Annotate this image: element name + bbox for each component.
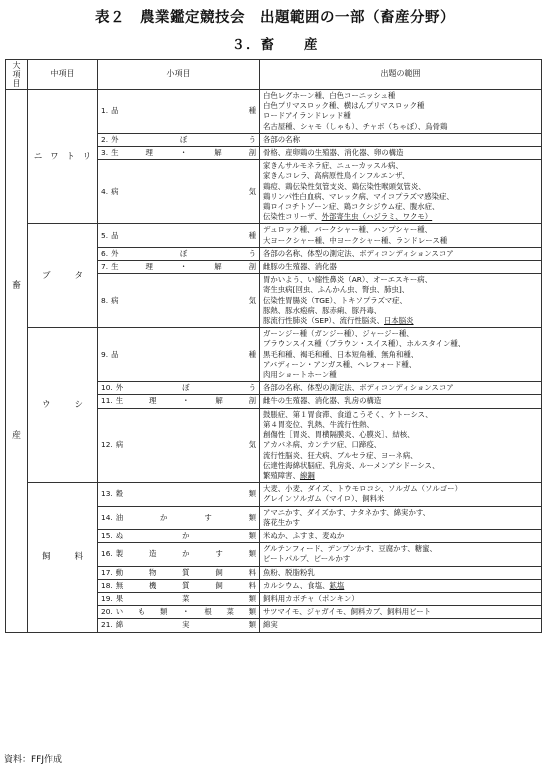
table-row <box>6 328 542 382</box>
table-row <box>6 224 542 247</box>
source-note: 資料：FFJ作成 <box>4 755 63 765</box>
item-number: 4. <box>101 186 109 196</box>
scope-cell <box>260 328 542 382</box>
sho-koumoku-cell <box>98 247 260 260</box>
item-label: 外ぼう <box>115 383 256 393</box>
scope-line: カルシウム、食塩、鉱塩 <box>263 580 345 590</box>
item-label: 病気 <box>111 186 256 196</box>
sho-koumoku-cell <box>98 224 260 247</box>
sho-koumoku-cell <box>98 566 260 579</box>
scope-line: 各部の名称 <box>263 134 300 144</box>
item-label: 生理・解剖 <box>111 148 256 158</box>
scope-line: 各部の名称、体型の測定法、ボディコンディションスコア <box>263 248 454 258</box>
item-number: 13. <box>101 489 113 499</box>
scope-cell <box>260 90 542 134</box>
item-label: いも類・根菜類 <box>115 607 256 617</box>
scope-line: 豚熱、豚水疱病、豚赤痢、豚丹毒、 <box>263 305 382 315</box>
header-dai: 大 項 目 <box>6 60 28 90</box>
scope-cell <box>260 506 542 529</box>
header-han: 出題の範囲 <box>260 60 542 90</box>
item-number: 11. <box>101 396 113 406</box>
item-label: 油かす類 <box>115 512 256 522</box>
chu-koumoku-label: ニ ワ ト リ <box>33 151 92 162</box>
scope-line: 胃かいよう、い縮性鼻炎（AR）、オーエスキー病、 <box>263 275 433 285</box>
scope-line: ビートパルプ、ビールかす <box>263 554 351 564</box>
scope-line: サツマイモ、ジャガイモ、飼料カブ、飼料用ビート <box>263 607 431 617</box>
scope-line: 繁殖障害、線鋼 <box>263 470 315 480</box>
item-number: 16. <box>101 549 113 559</box>
table-row <box>6 90 542 134</box>
section-subtitle: ３．畜 産 <box>231 37 319 53</box>
sho-koumoku-cell <box>98 483 260 506</box>
item-number: 6. <box>101 248 109 258</box>
scope-line: 大ヨークシャー種、中ヨークシャー種、ランドレース種 <box>263 235 448 245</box>
scope-line: 第４胃変位、乳熱、牛流行性熱、 <box>263 419 374 429</box>
scope-line: グルテンフィード、デンプンかす、豆腐かす、糖蜜、 <box>263 544 437 554</box>
scope-cell <box>260 543 542 566</box>
item-number: 10. <box>101 383 113 393</box>
scope-line: 綿実 <box>263 620 278 630</box>
item-number: 19. <box>101 593 113 603</box>
sho-koumoku-cell <box>98 619 260 632</box>
scope-line: ブラウンスイス種（ブラウン・スイス種）、ホルスタイン種、 <box>263 339 466 349</box>
scope-line: 落花生かす <box>263 517 300 527</box>
scope-line: 白色プリマスロック種、横はんプリマスロック種 <box>263 101 425 111</box>
scope-line: 白色レグホーン種、白色コーニッシュ種 <box>263 91 396 100</box>
item-label: 製造かす類 <box>115 549 256 559</box>
sho-koumoku-cell <box>98 160 260 224</box>
item-number: 14. <box>101 512 113 522</box>
chu-koumoku-label: ブ タ <box>41 270 83 281</box>
item-number: 17. <box>101 567 113 577</box>
item-label: 動物質飼料 <box>115 567 256 577</box>
scope-line: 伝染性コリーザ、外部寄生虫（ハジラミ、ワクモ） <box>263 212 433 222</box>
scope-cell <box>260 395 542 408</box>
sho-koumoku-cell <box>98 274 260 328</box>
scope-cell <box>260 147 542 160</box>
scope-cell <box>260 274 542 328</box>
scope-line: 創傷性［胃炎、胃横隔膜炎、心膜炎］、結核、 <box>263 430 415 440</box>
sho-koumoku-cell <box>98 529 260 542</box>
chu-koumoku-cell <box>28 90 98 224</box>
sho-koumoku-cell <box>98 133 260 146</box>
scope-cell <box>260 592 542 605</box>
scope-line: 飼料用カボチャ（ポンキン） <box>263 593 359 603</box>
item-number: 7. <box>101 262 109 272</box>
scope-line: 流行性脳炎、狂犬病、ブルセラ症、ヨーネ病、 <box>263 450 418 460</box>
item-label: 無機質飼料 <box>115 580 256 590</box>
scope-cell <box>260 606 542 619</box>
sho-koumoku-cell <box>98 592 260 605</box>
scope-cell <box>260 160 542 224</box>
scope-cell <box>260 261 542 274</box>
scope-line: 黒毛和種、褐毛和種、日本短角種、無角和種、 <box>263 349 419 359</box>
scope-cell <box>260 579 542 592</box>
exam-scope-table <box>5 59 542 633</box>
scope-line: グレインソルガム（マイロ）、飼料米 <box>263 494 385 504</box>
sho-koumoku-cell <box>98 543 260 566</box>
scope-line: アマニかす、ダイズかす、ナタネかす、綿実かす、 <box>263 507 431 517</box>
scope-cell <box>260 382 542 395</box>
scope-cell <box>260 566 542 579</box>
scope-line: 大麦、小麦、ダイズ、トウモロコシ、ソルガム（ソルゴー） <box>263 484 462 494</box>
item-number: 2. <box>101 134 109 144</box>
scope-line: ガーンジー種（ガンジー種）、ジャージー種、 <box>263 329 414 339</box>
item-number: 21. <box>101 620 113 630</box>
page-title: 表２ 農業鑑定競技会 出題範囲の一部（畜産分野） <box>95 10 455 26</box>
item-label: 綿実類 <box>115 620 256 630</box>
header-chu: 中項目 <box>28 60 98 90</box>
sho-koumoku-cell <box>98 579 260 592</box>
scope-line: 各部の名称、体型の測定法、ボディコンディションスコア <box>263 383 454 393</box>
scope-cell <box>260 529 542 542</box>
scope-cell <box>260 408 542 482</box>
scope-line: デュロック種、バークシャー種、ハンプシャー種、 <box>263 225 433 235</box>
item-number: 20. <box>101 607 113 617</box>
scope-cell <box>260 619 542 632</box>
item-label: 品種 <box>111 230 256 240</box>
item-label: ぬか類 <box>115 530 256 540</box>
scope-line: 鼓脹症、第１胃食滞、食道こうそく、ケトーシス、 <box>263 409 433 419</box>
sho-koumoku-cell <box>98 606 260 619</box>
sho-koumoku-cell <box>98 261 260 274</box>
sho-koumoku-cell <box>98 382 260 395</box>
scope-line: 寄生虫病[回虫、ふんかん虫、腎虫、肺虫]、 <box>263 285 410 295</box>
scope-line: 家きんサルモネラ症、ニューカッスル病、 <box>263 161 403 171</box>
item-label: 生理・解剖 <box>111 262 256 272</box>
scope-line: 魚粉、脱脂粉乳 <box>263 567 315 577</box>
scope-line: 鶏ロイコチトゾーン症、鶏コクシジウム症、腹水症、 <box>263 202 440 212</box>
scope-line: 肉用ショートホーン種 <box>263 370 337 380</box>
item-label: 病気 <box>111 295 256 305</box>
scope-cell <box>260 224 542 247</box>
scope-line: 鶏リンパ性白血病、マレック病、マイコプラズマ感染症、 <box>263 191 454 201</box>
chu-koumoku-label: 飼 料 <box>41 552 83 563</box>
item-label: 生理・解剖 <box>115 396 256 406</box>
item-number: 15. <box>101 530 113 540</box>
dai-koumoku-cell <box>6 90 28 633</box>
scope-cell <box>260 133 542 146</box>
item-number: 9. <box>101 349 109 359</box>
header-sho: 小項目 <box>98 60 260 90</box>
chu-koumoku-label: ウ シ <box>41 400 83 411</box>
scope-line: 骨格、産卵鶏の生殖器、消化器、卵の構造 <box>263 148 404 158</box>
item-label: 果菜類 <box>115 593 256 603</box>
scope-line: アバディーン・アンガス種、ヘレフォード種、 <box>263 359 417 369</box>
scope-line: 名古屋種、シャモ（しゃも）、チャボ（ちゃぼ）、烏骨鶏 <box>263 121 448 131</box>
item-number: 5. <box>101 230 109 240</box>
scope-line: アカバネ病、カンテツ症、口蹄疫、 <box>263 440 382 450</box>
item-label: 品種 <box>111 106 256 116</box>
dai-koumoku-label: 畜 産 <box>11 280 21 441</box>
scope-cell <box>260 247 542 260</box>
table-row <box>6 483 542 506</box>
scope-line: ロードアイランドレッド種 <box>263 111 351 121</box>
sho-koumoku-cell <box>98 506 260 529</box>
chu-koumoku-cell <box>28 328 98 483</box>
item-label: 品種 <box>111 349 256 359</box>
sho-koumoku-cell <box>98 328 260 382</box>
item-number: 1. <box>101 106 109 116</box>
item-label: 外ぼう <box>111 248 256 258</box>
scope-line: 雌牛の生殖器、消化器、乳房の構造 <box>263 396 382 406</box>
scope-line: 家きんコレラ、高病原性鳥インフルエンザ、 <box>263 171 410 181</box>
item-number: 3. <box>101 148 109 158</box>
chu-koumoku-cell <box>28 483 98 632</box>
scope-line: 鶏痘、鶏伝染性気管支炎、鶏伝染性喉頭気管炎、 <box>263 181 426 191</box>
table-header-row <box>6 60 542 90</box>
item-label: 病気 <box>115 440 256 450</box>
sho-koumoku-cell <box>98 395 260 408</box>
sho-koumoku-cell <box>98 408 260 482</box>
scope-line: 伝染性胃腸炎（TGE）、トキソプラズマ症、 <box>263 295 407 305</box>
item-label: 穀類 <box>115 489 256 499</box>
scope-line: 豚流行性肺炎（SEP）、流行性脳炎、日本脳炎 <box>263 316 414 326</box>
item-number: 12. <box>101 440 113 450</box>
item-number: 8. <box>101 295 109 305</box>
scope-line: 伝達性海綿状脳症、乳房炎、ルーメンアシドーシス、 <box>263 460 440 470</box>
scope-line: 雌豚の生殖器、消化器 <box>263 262 337 272</box>
chu-koumoku-cell <box>28 224 98 328</box>
scope-cell <box>260 483 542 506</box>
item-number: 18. <box>101 580 113 590</box>
sho-koumoku-cell <box>98 90 260 134</box>
item-label: 外ぼう <box>111 134 256 144</box>
scope-line: 米ぬか、ふすま、麦ぬか <box>263 530 345 540</box>
sho-koumoku-cell <box>98 147 260 160</box>
